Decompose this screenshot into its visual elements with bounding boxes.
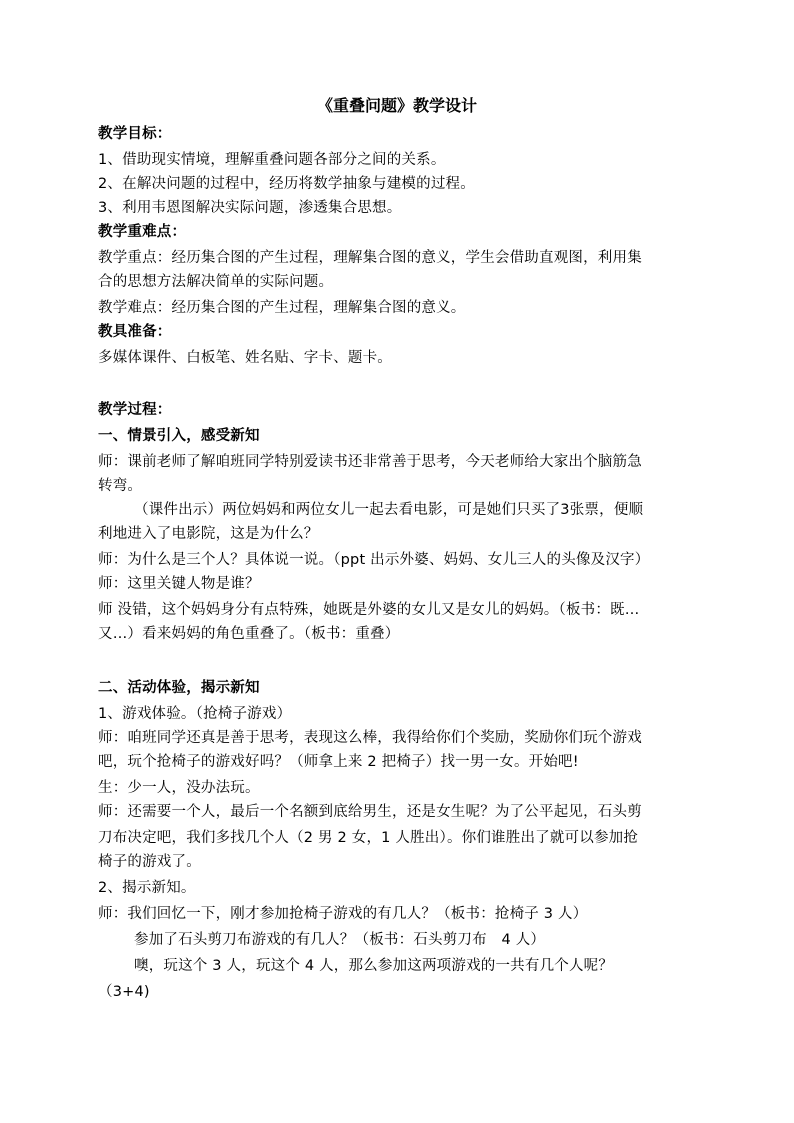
- section1-line: 师：为什么是三个人？具体说一说。（ppt 出示外婆、妈妈、女儿三人的头像及汉字）: [98, 552, 650, 568]
- key-point-line: 合的思想方法解决简单的实际问题。: [98, 274, 334, 290]
- section2-line: 1、游戏体验。（抢椅子游戏）: [98, 706, 292, 722]
- section2-line: 参加了石头剪刀布游戏的有几人？（板书：石头剪刀布 4 人）: [134, 932, 546, 948]
- section2-line: 生：少一人，没办法玩。: [98, 780, 260, 796]
- goal-item: 2、在解决问题的过程中，经历将数学抽象与建模的过程。: [98, 176, 475, 192]
- section2-line: 师：我们回忆一下，刚才参加抢椅子游戏的有几人？（板书：抢椅子 3 人）: [98, 906, 588, 922]
- tools-list: 多媒体课件、白板笔、姓名贴、字卡、题卡。: [98, 350, 392, 366]
- section2-line: 刀布决定吧，我们多找几个人（2 男 2 女，1 人胜出）。你们谁胜出了就可以参加抢: [98, 830, 639, 846]
- section2-line: 噢，玩这个 3 人，玩这个 4 人，那么参加这两项游戏的一共有几个人呢？: [134, 958, 614, 974]
- section2-line: 椅子的游戏了。: [98, 854, 201, 870]
- goals-heading: 教学目标：: [98, 126, 172, 142]
- process-heading: 教学过程：: [98, 402, 172, 418]
- key-difficult-heading: 教学重难点：: [98, 224, 187, 240]
- section2-line: 吧，玩个抢椅子的游戏好吗？（师拿上来 2 把椅子）找一男一女。开始吧!: [98, 754, 579, 770]
- section1-line: 师：这里关键人物是谁？: [98, 576, 260, 592]
- section2-line: 2、揭示新知。: [98, 880, 196, 896]
- section2-line: （3+4): [98, 984, 150, 1000]
- section1-line: 转弯。: [98, 478, 143, 494]
- difficult-point: 教学难点：经历集合图的产生过程，理解集合图的意义。: [98, 300, 466, 316]
- goal-item: 1、借助现实情境，理解重叠问题各部分之间的关系。: [98, 152, 446, 168]
- section1-line: 师 没错，这个妈妈身分有点特殊，她既是外婆的女儿又是女儿的妈妈。（板书：既…: [98, 602, 640, 618]
- section1-line: 利地进入了电影院，这是为什么？: [98, 526, 319, 542]
- tools-heading: 教具准备：: [98, 324, 172, 340]
- section1-line: 又…）看来妈妈的角色重叠了。（板书：重叠）: [98, 626, 400, 642]
- key-point-line: 教学重点：经历集合图的产生过程，理解集合图的意义，学生会借助直观图，利用集: [98, 250, 642, 266]
- section1-line: （课件出示）两位妈妈和两位女儿一起去看电影，可是她们只买了3张票，便顺: [134, 502, 644, 518]
- section2-line: 师：咱班同学还真是善于思考，表现这么棒，我得给你们个奖励，奖励你们玩个游戏: [98, 730, 642, 746]
- goal-item: 3、利用韦恩图解决实际问题，渗透集合思想。: [98, 200, 402, 216]
- document-title: 《重叠问题》教学设计: [316, 96, 477, 115]
- section1-line: 师：课前老师了解咱班同学特别爱读书还非常善于思考，今天老师给大家出个脑筋急: [98, 454, 642, 470]
- section2-line: 师：还需要一个人，最后一个名额到底给男生，还是女生呢？为了公平起见，石头剪: [98, 804, 642, 820]
- section2-heading: 二、活动体验，揭示新知: [98, 680, 260, 696]
- section1-heading: 一、情景引入，感受新知: [98, 428, 260, 444]
